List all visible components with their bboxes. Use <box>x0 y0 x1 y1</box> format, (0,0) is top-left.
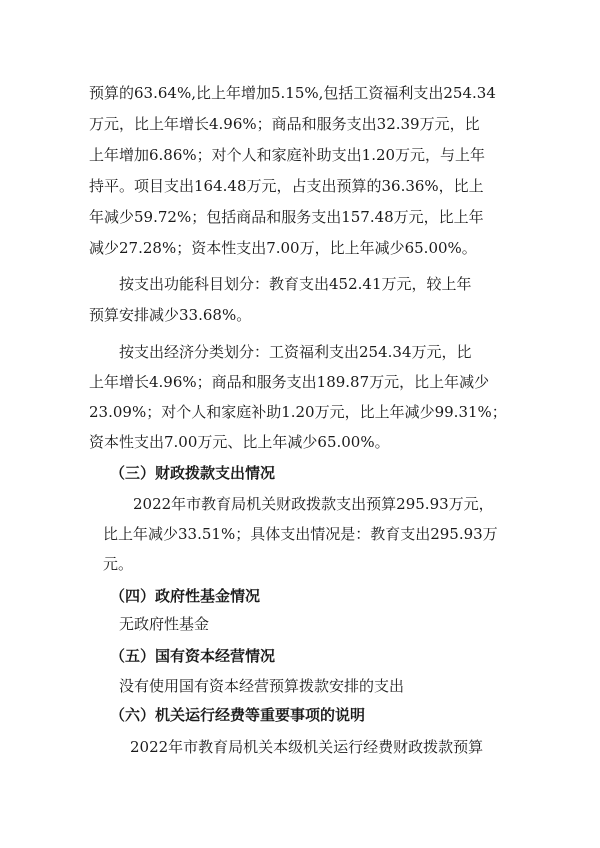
section-heading: （五）国有资本经营情况 <box>110 647 276 665</box>
body-text-line: 预算的63.64%,比上年增加5.15%,包括工资福利支出254.34 <box>89 84 496 102</box>
section-heading: （六）机关运行经费等重要事项的说明 <box>110 706 366 724</box>
body-text-line: 万元，比上年增长4.96%；商品和服务支出32.39万元，比 <box>89 115 480 133</box>
body-text-line: 预算安排减少33.68%。 <box>89 306 252 324</box>
body-text-line: 2022年市教育局机关本级机关运行经费财政拨款预算 <box>130 738 484 756</box>
body-text-line: 2022年市教育局机关财政拨款支出预算295.93万元， <box>133 495 494 513</box>
body-text-line: 元。 <box>103 555 134 573</box>
body-text-line: 比上年减少33.51%；具体支出情况是：教育支出295.93万 <box>103 525 498 543</box>
body-text-line: 减少27.28%；资本性支出7.00万，比上年减少65.00%。 <box>89 239 477 257</box>
body-text-line: 上年增加6.86%；对个人和家庭补助支出1.20万元，与上年 <box>89 146 486 164</box>
section-heading: （三）财政拨款支出情况 <box>110 464 276 482</box>
body-text-line: 资本性支出7.00万元、比上年减少65.00%。 <box>89 433 390 451</box>
body-text-line: 没有使用国有资本经营预算拨款安排的支出 <box>119 677 405 695</box>
section-heading: （四）政府性基金情况 <box>110 587 261 605</box>
body-text-line: 上年增长4.96%；商品和服务支出189.87万元，比上年减少 <box>89 373 490 391</box>
body-text-line: 23.09%；对个人和家庭补助1.20万元，比上年减少99.31%； <box>89 403 507 421</box>
body-text-line: 按支出功能科目划分：教育支出452.41万元，较上年 <box>119 275 472 293</box>
body-text-line: 无政府性基金 <box>119 615 210 633</box>
body-text-line: 年减少59.72%；包括商品和服务支出157.48万元，比上年 <box>89 208 484 226</box>
body-text-line: 按支出经济分类划分：工资福利支出254.34万元，比 <box>119 343 472 361</box>
body-text-line: 持平。项目支出164.48万元，占支出预算的36.36%，比上 <box>89 177 484 195</box>
